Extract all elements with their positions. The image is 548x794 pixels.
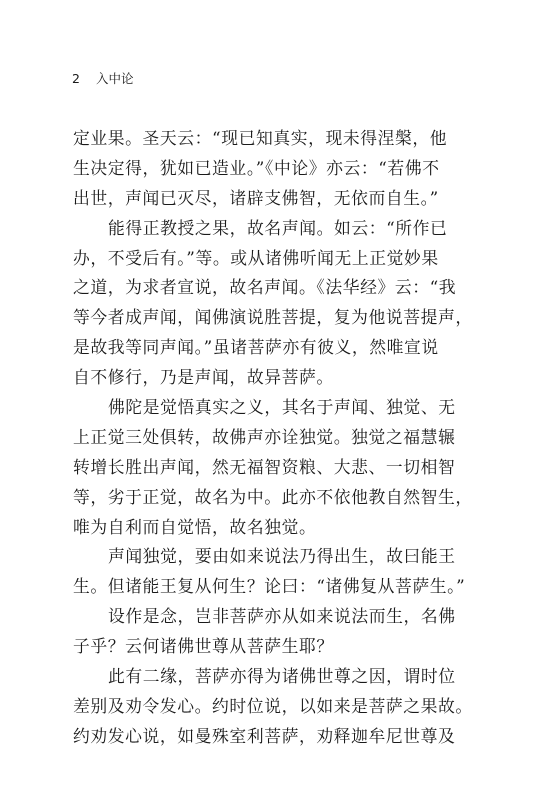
- book-title: 入中论: [95, 71, 134, 86]
- text-line: 设作是念，岂非菩萨亦从如来说法而生，名佛: [108, 606, 456, 627]
- text-line: 生决定得，犹如已造业。”《中论》亦云：“若佛不: [73, 157, 440, 178]
- text-line: 自不修行，乃是声闻，故异菩萨。: [73, 367, 334, 388]
- text-line: 生。但诸能王复从何生？论曰：“诸佛复从菩萨生。”: [73, 576, 466, 597]
- text-line: 能得正教授之果，故名声闻。如云：“所作已: [108, 217, 448, 238]
- text-line: 等今者成声闻，闻佛演说胜菩提，复为他说菩提声，: [73, 307, 473, 328]
- text-line: 佛陀是觉悟真实之义，其名于声闻、独觉、无: [108, 397, 456, 418]
- text-line: 此有二缘，菩萨亦得为诸佛世尊之因，谓时位: [108, 666, 456, 687]
- text-line: 定业果。圣天云：“现已知真实，现未得涅槃，他: [73, 128, 448, 148]
- body-text: [73, 124, 473, 752]
- text-line: 上正觉三处俱转，故佛声亦诠独觉。独觉之福慧辗: [73, 426, 456, 447]
- text-line: 声闻独觉，要由如来说法乃得出生，故曰能王: [108, 546, 456, 567]
- text-line: 约劝发心说，如曼殊室利菩萨，劝释迦牟尼世尊及: [73, 725, 456, 746]
- text-line: 等，劣于正觉，故名为中。此亦不依他教自然智生，: [73, 486, 473, 507]
- running-head: [72, 71, 133, 87]
- text-line: 出世，声闻已灭尽，诸辟支佛智，无依而自生。”: [73, 187, 439, 208]
- page-number: 2: [72, 71, 80, 86]
- text-line: 是故我等同声闻。”虽诸菩萨亦有彼义，然唯宣说: [73, 337, 439, 358]
- text-line: 办，不受后有。”等。或从诸佛听闻无上正觉妙果: [73, 247, 439, 268]
- text-line: 差别及劝令发心。约时位说，以如来是菩萨之果故。: [73, 695, 473, 716]
- text-line: 转增长胜出声闻，然无福智资粮、大悲、一切相智: [73, 456, 456, 477]
- text-line: 子乎？云何诸佛世尊从菩萨生耶？: [73, 636, 334, 657]
- text-line: 唯为自利而自觉悟，故名独觉。: [73, 516, 317, 537]
- text-line: 之道，为求者宣说，故名声闻。《法华经》云：“我: [73, 277, 457, 298]
